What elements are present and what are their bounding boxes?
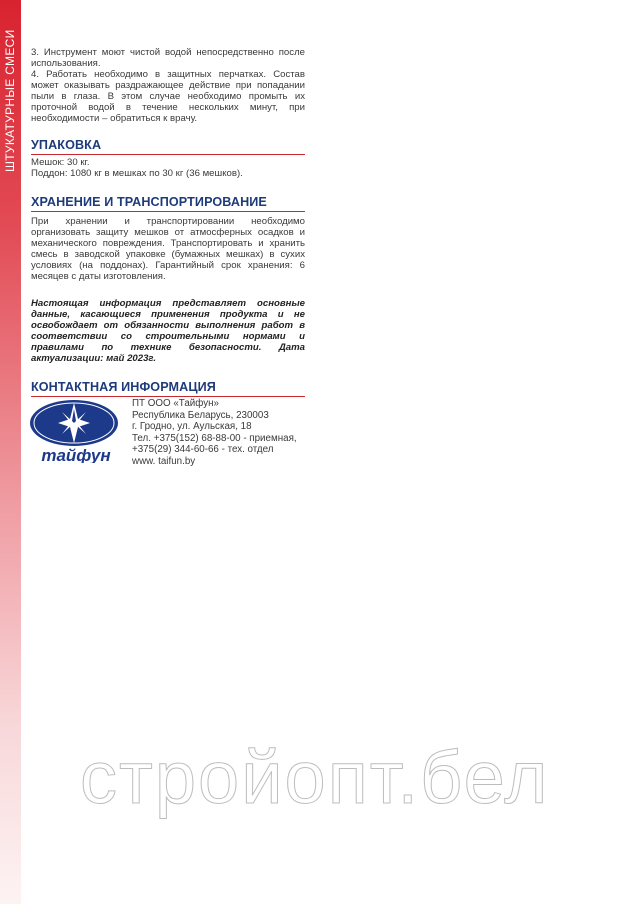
compass-star-icon [28, 399, 124, 463]
packaging-line-2: Поддон: 1080 кг в мешках по 30 кг (36 мешков). [31, 168, 243, 179]
instruction-item-4: 4. Работать необходимо в защитных перчатках. Состав может оказывать раздражающее действие при попадании пыли в глаза. В этом случае необходимо промыть их проточной водой в течение нескольких минут, при необходимости – обратиться к врачу. [31, 69, 305, 124]
storage-title: ХРАНЕНИЕ И ТРАНСПОРТИРОВАНИЕ [31, 195, 305, 212]
packaging-title: УПАКОВКА [31, 138, 305, 155]
storage-text: При хранении и транспортировании необходимо организовать защиту мешков от атмосферных осадков и механического повреждения. Транспортировать и хранить смесь в заводской упаковке (бумажных мешках) в сухих условиях (на поддонах). Гарантийный срок хранения: 6 месяцев с даты изготовления. [31, 216, 305, 282]
side-bar [0, 0, 21, 904]
watermark: стройопт.бел [80, 736, 550, 819]
disclaimer-note: Настоящая информация представляет основные данные, касающиеся применения продукта и не освобождает от обязанности выполнения работ в соответствии со строительными нормами и правилами по технике безопасности. Дата актуализации: май 2023г. [31, 298, 305, 364]
contacts-title: КОНТАКТНАЯ ИНФОРМАЦИЯ [31, 380, 305, 397]
logo-text: тайфун [41, 446, 111, 463]
contact-details [132, 398, 312, 467]
address-line-2: г. Гродно, ул. Аульская, 18 [132, 421, 252, 432]
company-name: ПТ ООО «Тайфун» [132, 398, 219, 409]
phone-line-2: +375(29) 344-60-66 - тех. отдел [132, 444, 274, 455]
website-link[interactable]: www. taifun.by [132, 455, 196, 467]
phone-line-1: Тел. +375(152) 68-88-00 - приемная, [132, 432, 297, 444]
instruction-item-3: 3. Инструмент моют чистой водой непосредственно после использования. [31, 47, 305, 69]
content [31, 47, 305, 397]
side-label: ШТУКАТУРНЫЕ СМЕСИ [3, 29, 17, 172]
packaging-line-1: Мешок: 30 кг. [31, 157, 90, 168]
company-logo [28, 399, 124, 463]
address-line-1: Республика Беларусь, 230003 [132, 409, 269, 421]
